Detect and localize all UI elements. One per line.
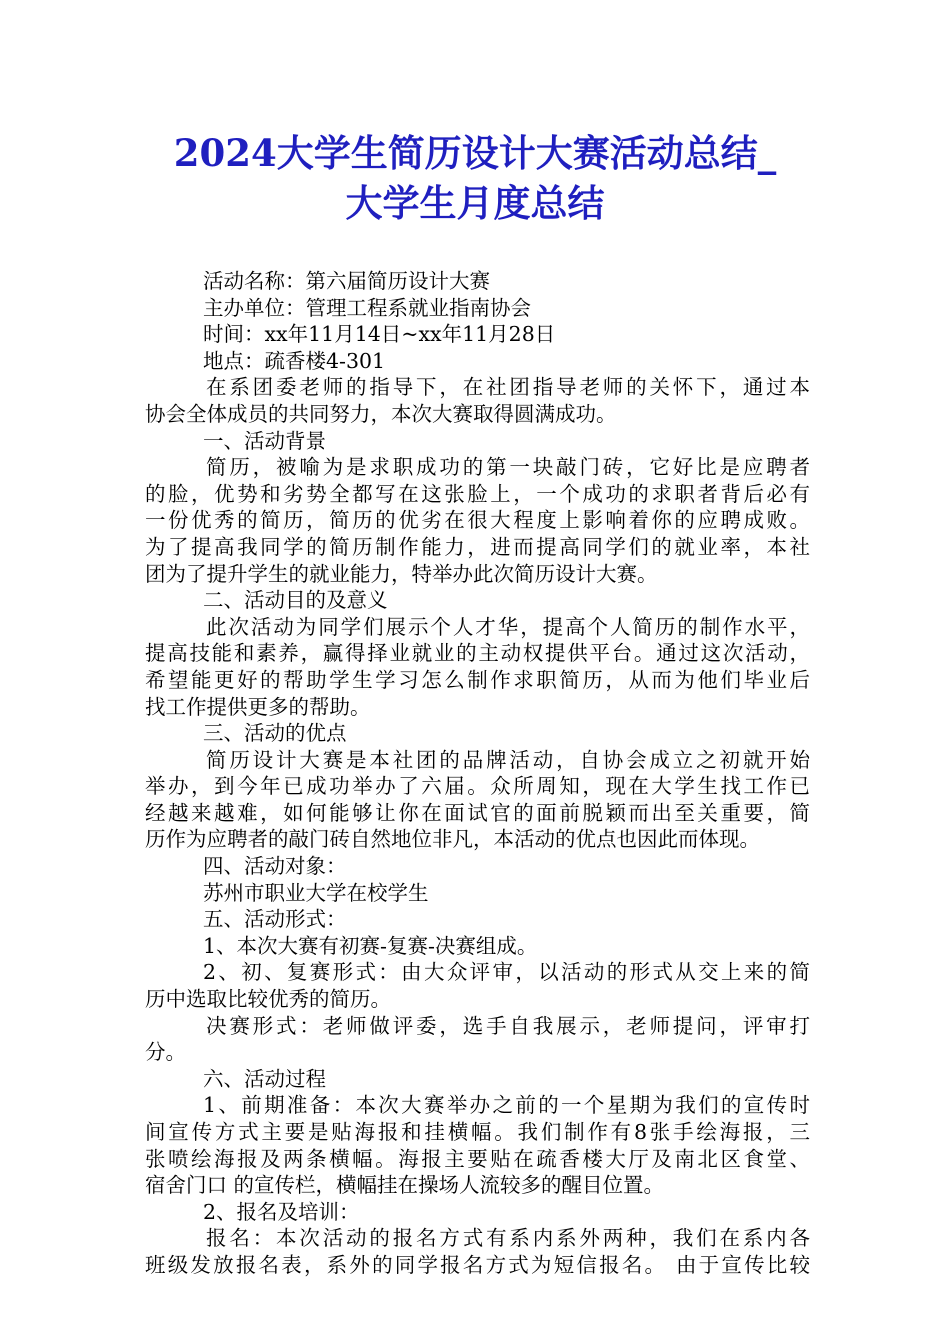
title-line-1: 2024大学生简历设计大赛活动总结_ — [173, 131, 777, 175]
text-line: 报名：本次活动的报名方式有系内系外两种，我们在系内各 — [206, 1226, 810, 1251]
document-body — [145, 268, 810, 1279]
text-line: 一份优秀的简历，简历的优劣在很大程度上影响着你的应聘成败。 — [145, 508, 810, 533]
text-line: 2、初、复赛形式：由大众评审，以活动的形式从交上来的简 — [203, 960, 810, 985]
text-line: 六、活动过程 — [203, 1066, 326, 1091]
text-line: 张喷绘海报及两条横幅。海报主要贴在疏香楼大厅及南北区食堂、 — [145, 1146, 810, 1171]
text-line: 间宣传方式主要是贴海报和挂横幅。我们制作有8张手绘海报，三 — [145, 1120, 810, 1144]
text-line: 决赛形式：老师做评委，选手自我展示，老师提问，评审打 — [206, 1013, 810, 1038]
text-line: 为了提高我同学的简历制作能力，进而提高同学们的就业率，本社 — [145, 534, 810, 559]
text-line: 三、活动的优点 — [203, 721, 347, 746]
text-line: 2、报名及培训： — [203, 1199, 360, 1224]
text-line: 1、本次大赛有初赛-复赛-决赛组成。 — [203, 933, 538, 958]
text-line: 活动名称：第六届简历设计大赛 — [203, 269, 490, 293]
text-line: 班级发放报名表，系外的同学报名方式为短信报名。 由于宣传比较 — [145, 1252, 810, 1277]
text-line: 的脸，优势和劣势全都写在这张脸上，一个成功的求职者背后必有 — [145, 481, 810, 506]
text-line: 四、活动对象： — [203, 854, 347, 879]
text-line: 宿舍门口 的宣传栏，横幅挂在操场人流较多的醒目位置。 — [145, 1173, 665, 1198]
text-line: 此次活动为同学们展示个人才华，提高个人简历的制作水平， — [206, 614, 810, 639]
text-line: 在系团委老师的指导下，在社团指导老师的关怀下，通过本 — [206, 375, 810, 400]
text-line: 时间：xx年11月14日~xx年11月28日 — [203, 322, 556, 347]
title-line-2: 大学生月度总结 — [345, 181, 605, 225]
text-line: 二、活动目的及意义 — [203, 588, 388, 613]
text-line: 1、前期准备：本次大赛举办之前的一个星期为我们的宣传时 — [203, 1093, 810, 1118]
text-line: 地点：疏香楼4-301 — [203, 348, 386, 373]
text-line: 苏州市职业大学在校学生 — [203, 880, 429, 905]
text-line: 简历，被喻为是求职成功的第一块敲门砖，它好比是应聘者 — [206, 455, 810, 480]
text-line: 找工作提供更多的帮助。 — [145, 694, 371, 719]
text-line: 简历设计大赛是本社团的品牌活动，自协会成立之初就开始 — [206, 747, 810, 772]
text-line: 历作为应聘者的敲门砖自然地位非凡，本活动的优点也因此而体现。 — [145, 827, 760, 852]
text-line: 协会全体成员的共同努力，本次大赛取得圆满成功。 — [145, 401, 617, 426]
text-line: 五、活动形式： — [203, 907, 347, 932]
text-line: 分。 — [145, 1040, 186, 1065]
text-line: 举办，到今年已成功举办了六届。众所周知，现在大学生找工作已 — [145, 774, 810, 799]
text-line: 希望能更好的帮助学生学习怎么制作求职简历，从而为他们毕业后 — [145, 667, 810, 692]
text-line: 历中选取比较优秀的简历。 — [145, 987, 391, 1012]
text-line: 主办单位：管理工程系就业指南协会 — [203, 295, 531, 320]
text-line: 提高技能和素养，赢得择业就业的主动权提供平台。通过这次活动， — [145, 641, 810, 666]
document-title — [100, 128, 850, 228]
text-line: 团为了提升学生的就业能力，特举办此次简历设计大赛。 — [145, 561, 658, 586]
text-line: 经越来越难，如何能够让你在面试官的面前脱颖而出至关重要，简 — [145, 800, 810, 825]
text-line: 一、活动背景 — [203, 428, 326, 453]
